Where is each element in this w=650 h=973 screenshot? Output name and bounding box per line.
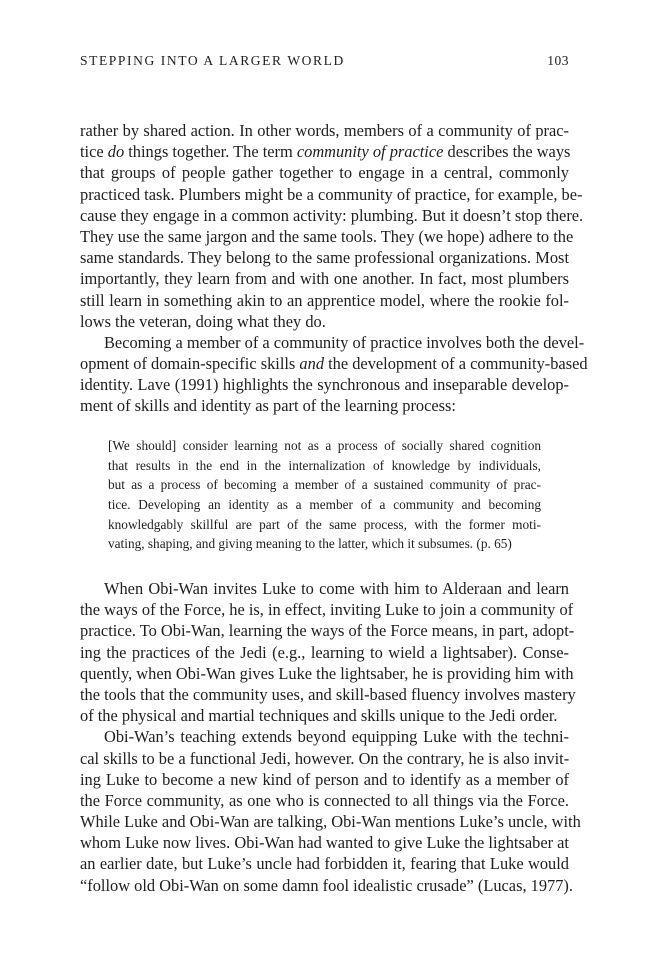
text-line: importantly, they learn from and with one another. In fact, most plumbers (80, 269, 569, 289)
text-line: cal skills to be a functional Jedi, however. On the contrary, he is also invit- (80, 748, 570, 768)
paragraph-1 (80, 120, 584, 332)
paragraph-3 (80, 578, 576, 726)
text-line: practiced task. Plumbers might be a community of practice, for example, be- (80, 184, 583, 204)
text-line: They use the same jargon and the same tools. They (we hope) adhere to the (80, 226, 574, 246)
text-line: practice. To Obi-Wan, learning the ways of the Force means, in part, adopt- (80, 621, 575, 641)
paragraph-2 (80, 332, 588, 417)
text-line: When Obi-Wan invites Luke to come with him to Alderaan and learn (104, 579, 569, 598)
page-number: 103 (547, 53, 569, 68)
text-line: tice do things together. The term community of practice describes the ways (80, 142, 571, 162)
text-line: While Luke and Obi-Wan are talking, Obi-Wan mentions Luke’s uncle, with (80, 812, 581, 832)
text-line: Becoming a member of a community of practice involves both the devel- (104, 332, 585, 352)
text-line: rather by shared action. In other words, members of a community of prac- (80, 121, 569, 140)
emphasis: community of practice (296, 142, 444, 162)
running-title: STEPPING INTO A LARGER WORLD (80, 53, 345, 68)
text-line: ing the practices of the Jedi (e.g., learning to wield a lightsaber). Conse- (80, 642, 569, 662)
text-line: quently, when Obi-Wan gives Luke the lightsaber, he is providing him with (80, 663, 574, 683)
block-quote (108, 436, 541, 554)
text-line: cause they engage in a common activity: plumbing. But it doesn’t stop there. (80, 205, 584, 225)
text-line: that results in the end in the internalization of knowledge by individuals, (108, 457, 541, 473)
emphasis: do (107, 142, 125, 162)
paragraph-4 (80, 726, 581, 896)
text-line: lows the veteran, doing what they do. (80, 311, 326, 331)
text-line: but as a process of becoming a member of a sustained community of prac- (108, 477, 541, 493)
text-line: still learn in something akin to an apprentice model, where the rookie fol- (80, 290, 569, 310)
text-line: an earlier date, but Luke’s uncle had forbidden it, fearing that Luke would (80, 854, 569, 874)
text-line: knowledgably skillful are part of the same process, with the former moti- (108, 516, 541, 532)
body-lower (80, 578, 581, 896)
text-line: the Force community, as one who is connected to all things via the Force. (80, 790, 569, 810)
body-upper (80, 120, 588, 417)
text-line: the tools that the community uses, and skill-based fluency involves mastery (80, 684, 576, 704)
text-line: same standards. They belong to the same professional organizations. Most (80, 248, 569, 268)
text-line: identity. Lave (1991) highlights the synchronous and inseparable develop- (80, 375, 569, 395)
text-line: of the physical and martial techniques and skills unique to the Jedi order. (80, 706, 558, 726)
text-line: [We should] consider learning not as a process of socially shared cognition (108, 438, 541, 453)
text-line: the ways of the Force, he is, in effect, inviting Luke to join a community of (80, 600, 574, 620)
text-line: whom Luke now lives. Obi-Wan had wanted to give Luke the lightsaber at (80, 833, 569, 853)
text-line: “follow old Obi-Wan on some damn fool idealistic crusade” (Lucas, 1977). (80, 875, 573, 895)
text-line: vating, shaping, and giving meaning to the latter, which it subsumes. (p. 65) (108, 536, 512, 552)
running-head (80, 53, 569, 73)
text-line: opment of domain-specific skills and the development of a community-based (80, 354, 588, 374)
emphasis: and (299, 354, 325, 374)
text-line: tice. Developing an identity as a member of a community and becoming (108, 497, 541, 513)
text-line: that groups of people gather together to engage in a central, commonly (80, 163, 569, 183)
text-line: ing Luke to become a new kind of person and to identify as a member of (80, 769, 569, 789)
text-line: Obi-Wan’s teaching extends beyond equipping Luke with the techni- (104, 727, 569, 747)
text-line: ment of skills and identity as part of the learning process: (80, 396, 456, 416)
